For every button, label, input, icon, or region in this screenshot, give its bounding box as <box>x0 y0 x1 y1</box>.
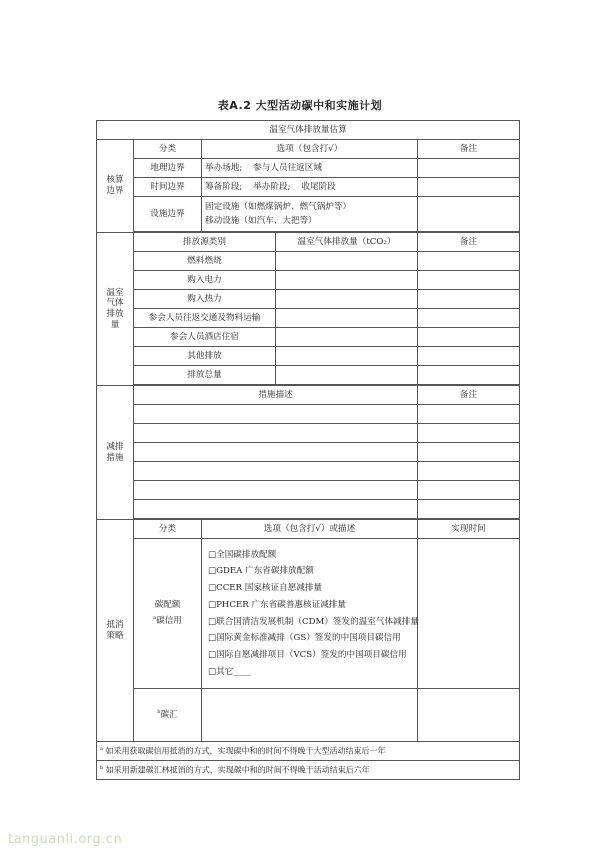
emission-amount-header: 温室气体排放量（tCO₂） <box>276 233 418 252</box>
offset-sink-class <box>134 689 202 742</box>
emission-amount-cell[interactable] <box>276 347 418 366</box>
geo-boundary-remark[interactable] <box>418 159 520 178</box>
offset-time-header: 实现时间 <box>418 520 520 539</box>
emission-amount-cell[interactable] <box>276 309 418 328</box>
credit-label <box>137 615 198 627</box>
footnote-b-mark: b <box>100 764 104 771</box>
facility-option-fixed: 固定设施（如燃煤锅炉、燃气锅炉等） <box>205 201 352 212</box>
reduction-desc-cell[interactable] <box>134 424 418 443</box>
boundary-label-line2: 边界 <box>106 186 124 196</box>
reduction-desc-cell[interactable] <box>134 500 418 519</box>
footnote-a-mark: a <box>100 745 103 752</box>
reduction-remark-cell[interactable] <box>418 500 520 519</box>
footnote-b-text: 如采用新建碳汇林抵消的方式，实现碳中和的时间不得晚于活动结束后六年 <box>105 765 370 775</box>
reduction-desc-header: 措施描述 <box>134 386 418 405</box>
sink-label: 碳汇 <box>160 710 178 721</box>
emission-amount-cell[interactable] <box>276 290 418 309</box>
boundary-section-label <box>97 140 134 233</box>
option-cdm[interactable]: □联合国清洁发展机制（CDM）签发的温室气体减排量 <box>208 616 419 627</box>
reduction-remark-header: 备注 <box>418 386 520 405</box>
offset-options-list <box>202 539 418 689</box>
emission-source-header: 排放源类别 <box>134 233 276 252</box>
emission-remark-cell[interactable] <box>418 271 520 290</box>
emission-remark-cell[interactable] <box>418 252 520 271</box>
time-boundary-remark[interactable] <box>418 178 520 197</box>
emission-remark-cell[interactable] <box>418 290 520 309</box>
emissions-section-label <box>97 233 134 386</box>
offset-class-header: 分类 <box>134 520 202 539</box>
facility-boundary-remark[interactable] <box>418 197 520 232</box>
boundary-label-line1: 核算 <box>106 175 124 186</box>
offset-sink-option[interactable] <box>202 689 418 742</box>
emission-source-heat: 购入热力 <box>134 290 276 309</box>
facility-boundary-name: 设施边界 <box>134 197 202 232</box>
time-boundary-name: 时间边界 <box>134 178 202 197</box>
quota-label: 碳配额 <box>154 600 181 611</box>
geo-boundary-option: 举办场地; 参与人员往返区域 <box>202 159 418 178</box>
emission-remark-cell[interactable] <box>418 328 520 347</box>
emission-source-transport: 参会人员往返交通及物料运输 <box>134 309 276 328</box>
reduction-desc-cell[interactable] <box>134 462 418 481</box>
option-gs[interactable]: □国际黄金标准减排（GS）签发的中国项目碳信用 <box>208 633 401 644</box>
emissions-label-3: 排放 <box>106 309 124 319</box>
reduction-remark-cell[interactable] <box>418 405 520 424</box>
option-vcs[interactable]: □国际自愿减排项目（VCS）签发的中国项目碳信用 <box>208 649 407 660</box>
reduction-label-line1: 减排 <box>106 441 124 452</box>
offset-quota-credit-class <box>134 539 202 689</box>
emissions-label-1: 温室 <box>106 287 124 298</box>
estimate-header: 温室气体排放量估算 <box>97 121 520 140</box>
sink-footnote-mark: b <box>157 709 161 716</box>
reduction-label-line2: 措施 <box>106 452 124 463</box>
emission-remark-cell[interactable] <box>418 347 520 366</box>
table-title: 表A.2 大型活动碳中和实施计划 <box>217 99 383 112</box>
emission-amount-cell[interactable] <box>276 328 418 347</box>
facility-option-mobile: 移动设施（如汽车、大把等） <box>205 215 317 226</box>
offset-time-cell[interactable] <box>418 539 520 689</box>
emission-remark-cell[interactable] <box>418 366 520 385</box>
emission-source-electricity: 购入电力 <box>134 271 276 290</box>
emissions-label-4: 量 <box>110 319 120 330</box>
option-national-quota[interactable]: □全国碳排放配额 <box>208 549 277 560</box>
reduction-remark-cell[interactable] <box>418 481 520 500</box>
emission-source-other: 其他排放 <box>134 347 276 366</box>
option-phcer[interactable]: □PHCER 广东省碳普惠核证减排量 <box>208 599 346 610</box>
emission-amount-cell[interactable] <box>276 252 418 271</box>
footnote-a-text: 如采用获取碳信用抵消的方式，实现碳中和的时间不得晚于大型活动结束后一年 <box>105 746 386 756</box>
watermark: tanguanli.org.cn <box>8 832 123 847</box>
boundary-option-header: 选项（包含打√） <box>202 140 418 159</box>
boundary-class-header: 分类 <box>134 140 202 159</box>
option-other[interactable]: □其它____ <box>208 666 251 677</box>
reduction-desc-cell[interactable] <box>134 481 418 500</box>
offset-section-label <box>97 520 134 742</box>
emissions-label-2: 气体 <box>106 298 124 309</box>
emission-amount-cell[interactable] <box>276 366 418 385</box>
credit-footnote-mark: a <box>153 615 157 622</box>
carbon-neutral-plan-table <box>96 120 520 780</box>
emission-total: 排放总量 <box>134 366 276 385</box>
boundary-remark-header: 备注 <box>418 140 520 159</box>
emission-amount-cell[interactable] <box>276 271 418 290</box>
facility-boundary-option <box>202 197 418 232</box>
credit-label-text: 碳信用 <box>156 615 182 626</box>
reduction-desc-cell[interactable] <box>134 405 418 424</box>
reduction-desc-cell[interactable] <box>134 443 418 462</box>
reduction-remark-cell[interactable] <box>418 424 520 443</box>
geo-boundary-name: 地理边界 <box>134 159 202 178</box>
option-ccer[interactable]: □CCER 国家核证自愿减排量 <box>208 583 323 594</box>
emission-remark-cell[interactable] <box>418 309 520 328</box>
emission-remark-header: 备注 <box>418 233 520 252</box>
reduction-section-label <box>97 386 134 520</box>
offset-sink-time[interactable] <box>418 689 520 742</box>
option-gdea-quota[interactable]: □GDEA 广东省碳排放配额 <box>208 566 314 577</box>
reduction-remark-cell[interactable] <box>418 443 520 462</box>
emission-source-hotel: 参会人员酒店住宿 <box>134 328 276 347</box>
footnote-a <box>97 742 520 761</box>
offset-label-line2: 策略 <box>106 630 124 641</box>
reduction-remark-cell[interactable] <box>418 462 520 481</box>
footnote-b <box>97 761 520 780</box>
time-boundary-option: 筹备阶段; 举办阶段; 收尾阶段 <box>202 178 418 197</box>
offset-label-line1: 抵消 <box>106 619 124 630</box>
emission-source-fuel: 燃料燃烧 <box>134 252 276 271</box>
offset-option-header: 选项（包含打√）或描述 <box>202 520 418 539</box>
